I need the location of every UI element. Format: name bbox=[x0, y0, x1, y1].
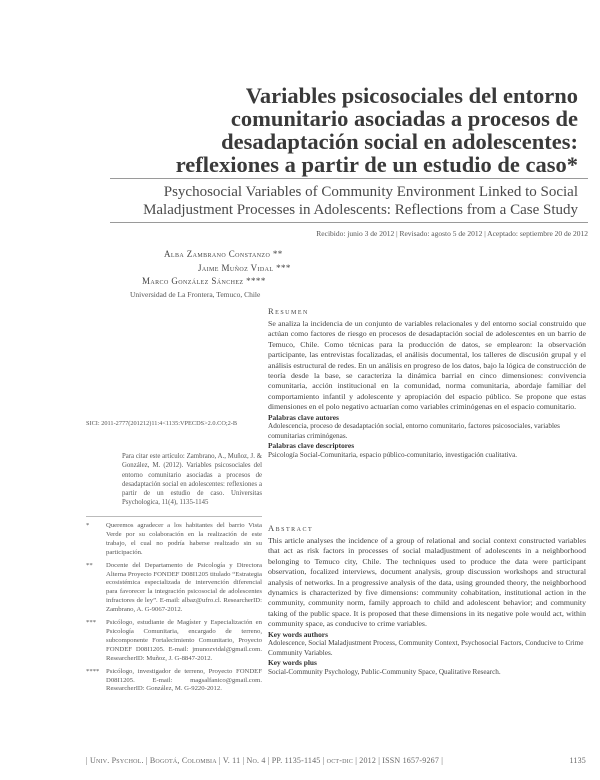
abstract-keywords-plus: Social-Community Psychology, Public-Community Space, Qualitative Research. bbox=[268, 668, 501, 677]
footnote bbox=[86, 668, 262, 695]
abstract-keywords-authors-label: Key words authors bbox=[268, 629, 328, 639]
resumen-heading: Resumen bbox=[268, 306, 309, 316]
resumen-text: Se analiza la incidencia de un conjunto de variables relacionales y del entorno social construido que actúan como factores de riesgo en procesos de desadaptación social de adolescentes en un barrio de Temuco, Chile. Como técnicas para la producción de datos, se emplearon: la observación participante, las entrevistas focalizadas, el análisis documental, los talleres de discusión grupal y el análisis estructural de redes. En un análisis en progreso de los datos, bajo la lógica de construcción de teoría desde la base, se caracteriza la dinámica barrial en cinco dimensiones: convivencia comunitaria, acción institucional en la comunidad, norma comunitaria, abordaje familiar del comportamiento infantil y adolescente y apropiación del espacio público. Se propone que estas dimensiones en el polo negativo actuarían como variables criminógenas en el espacio comunitario. bbox=[268, 319, 586, 412]
article-title-english: Psychosocial Variables of Community Environment Linked to Social Maladjustment Processes in Adolescents: Reflections from a Case Study bbox=[143, 184, 578, 218]
footnote-mark: * bbox=[86, 522, 90, 529]
citation-note: Para citar este artículo: Zambrano, A., Muñoz, J. & González, M. (2012). Variables psicosociales del entorno comunitario asociadas a procesos de desadaptación social en adolescentes: reflexiones a partir de un estudio de caso. Universitas Psychologica, 11(4), 1135-1145 bbox=[122, 453, 262, 507]
footnote-text: Psicólogo, estudiante de Magíster y Especialización en Psicología Comunitaria, encargado de terreno, subcomponente Fortalecimiento Comunitario, Proyecto FONDEF D08I1205. E-mail: jmunozvidal@gmail.com. ResearcherID: Muñoz, J. G-8847-2012. bbox=[106, 619, 262, 662]
author-2: Jaime Muñoz Vidal *** bbox=[198, 262, 291, 273]
author-1: Alba Zambrano Constanzo ** bbox=[164, 249, 283, 259]
footnote-mark: **** bbox=[86, 667, 100, 675]
author-list bbox=[130, 248, 430, 289]
footnote-text: Docente del Departamento de Psicología y Directora Alterna Proyecto FONDEF D08I1205 titulado “Estrategia ecosistémica especializada de intervención diferencial para favorecer la integración psicosocial de adolescentes infractores de ley”. E-mail: albaz@ufro.cl. ResearcherID: Zambrano, A. G-9067-2012. bbox=[106, 561, 262, 614]
footnote-rule bbox=[86, 516, 262, 517]
resumen-section bbox=[268, 306, 586, 461]
sici-code: SICI: 2011-2777(201212)11:4<1135:VPECDS>2.0.CO;2-B bbox=[86, 420, 238, 427]
resumen-keywords-descriptors-label: Palabras clave descriptores bbox=[268, 441, 355, 451]
footnote-text: Psicólogo, investigador de terreno, Proyecto FONDEF D08I1205. E-mail: magsalfanico@gmail.com. ResearcherID: González, M. G-9220-2012. bbox=[106, 667, 262, 693]
footnote-mark: *** bbox=[86, 619, 97, 627]
footnote-text: Queremos agradecer a los habitantes del barrio Vista Verde por su colaboración en la realización de este trabajo, el cual no podría haberse realizado sin su participación. bbox=[106, 522, 262, 556]
footnote bbox=[86, 522, 262, 558]
submission-dates: Recibido: junio 3 de 2012 | Revisado: agosto 5 de 2012 | Aceptado: septiembre 20 de 2012 bbox=[316, 229, 588, 238]
footnote-mark: ** bbox=[86, 561, 93, 569]
resumen-keywords-authors: Adolescencia, proceso de desadaptación social, entorno comunitario, factores psicosociales, variables comunitarias criminógenas. bbox=[268, 422, 560, 440]
resumen-keywords-authors-label: Palabras clave autores bbox=[268, 412, 339, 422]
resumen-keywords-descriptors: Psicología Social-Comunitaria, espacio público-comunitario, investigación cualitativa. bbox=[268, 451, 518, 460]
article-title: Variables psicosociales del entorno comunitario asociadas a procesos de desadaptación social en adolescentes: reflexiones a partir de un estudio de caso* bbox=[175, 83, 578, 177]
page-number: 1135 bbox=[569, 756, 586, 765]
author-3: Marco González Sánchez **** bbox=[142, 276, 266, 286]
abstract-keywords-plus-label: Key words plus bbox=[268, 658, 317, 668]
footnotes bbox=[86, 522, 262, 694]
title-rule bbox=[110, 178, 588, 179]
affiliation: Universidad de La Frontera, Temuco, Chile bbox=[130, 290, 261, 299]
subtitle-rule bbox=[110, 222, 588, 223]
journal-info: | Univ. Psychol. | Bogotá, Colombia | V. 11 | No. 4 | PP. 1135-1145 | oct-dic | 2012 | ISSN 1657-9267 | bbox=[86, 756, 444, 765]
footnote bbox=[86, 562, 262, 615]
abstract-heading: Abstract bbox=[268, 523, 314, 533]
abstract-keywords-authors: Adolescence, Social Maladjustment Process, Community Context, Psychosocial Factors, Conducive to Crime Community Variables. bbox=[268, 639, 584, 657]
footnote bbox=[86, 619, 262, 664]
abstract-section bbox=[268, 523, 586, 678]
abstract-text: This article analyses the incidence of a group of relational and social context constructed variables that act as risk factors in processes of social maladjustment of adolescents in a neighborhood belonging to Temuco city, Chile. The techniques used to produce the data were participant observation, focalized interviews, document analysis, group discussion workshops and structural analysis of networks. In a progressive analysis of the data, using grounded theory, the neighborhood dynamics is characterized by five dimensions: community cohabitation, institutional action in the community, community norm, family approach to child and adolescent behavior; and community taking of the public space. It is proposed that these dimensions in its negative pole would act, within community space, as conducive to crime variables. bbox=[268, 536, 586, 629]
